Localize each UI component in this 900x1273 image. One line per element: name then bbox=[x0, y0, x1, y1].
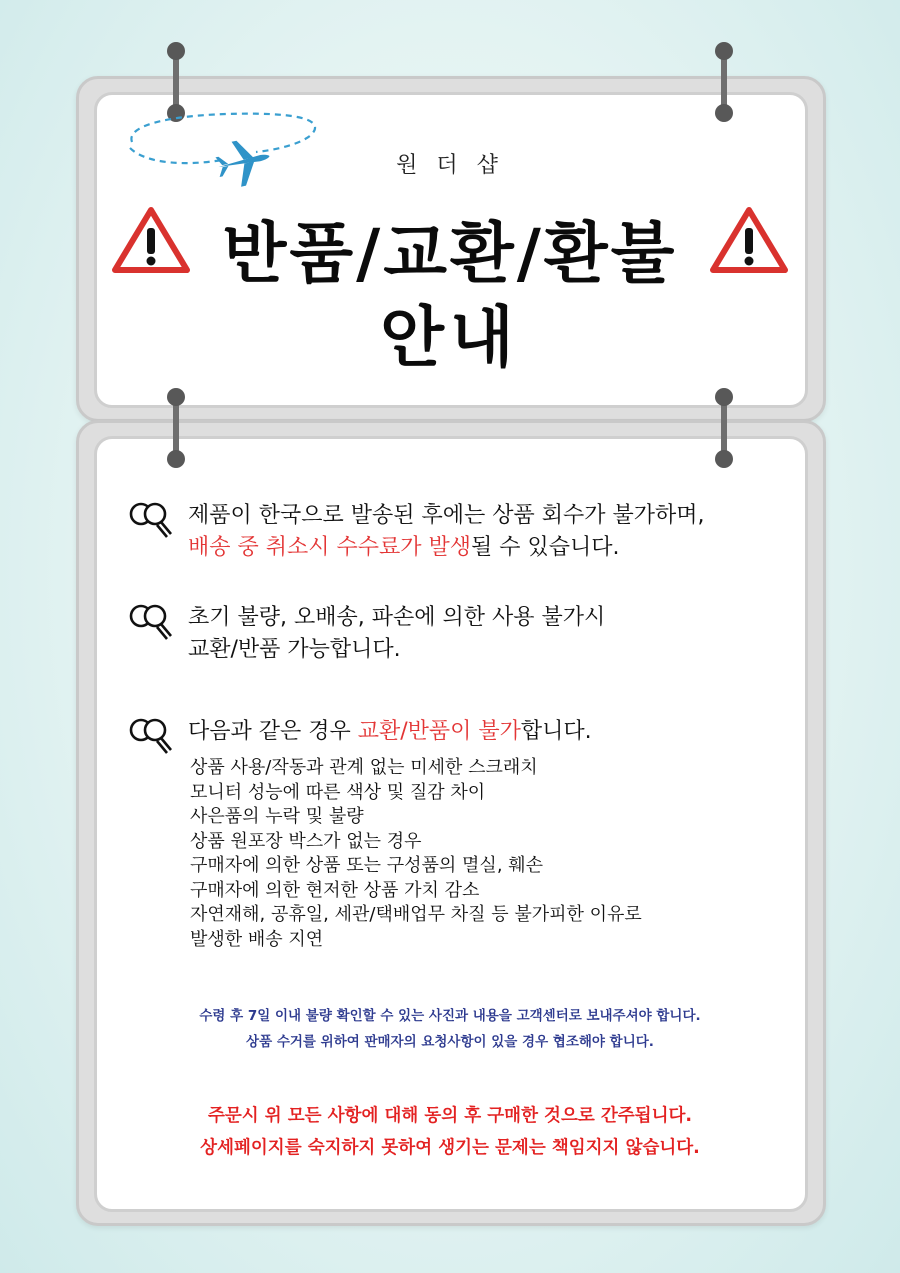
agreement-notice-line1: 주문시 위 모든 사항에 대해 동의 후 구매한 것으로 간주됩니다. bbox=[207, 1106, 693, 1126]
list-item: 모니터 성능에 따른 색상 및 질감 차이 bbox=[190, 781, 486, 803]
magnifier-icon bbox=[128, 602, 178, 646]
list-item: 구매자에 의한 현저한 상품 가치 감소 bbox=[190, 879, 480, 901]
section-2-line1: 초기 불량, 오배송, 파손에 의한 사용 불가시 bbox=[188, 605, 606, 630]
agreement-notice-line2: 상세페이지를 숙지하지 못하여 생기는 문제는 책임지지 않습니다. bbox=[200, 1138, 700, 1158]
list-item: 상품 원포장 박스가 없는 경우 bbox=[190, 830, 422, 852]
section-1-line2 bbox=[188, 532, 705, 564]
magnifier-icon bbox=[128, 500, 178, 544]
list-item: 상품 사용/작동과 관계 없는 미세한 스크래치 bbox=[190, 757, 538, 778]
exception-list bbox=[190, 756, 642, 952]
agreement-notice bbox=[0, 1100, 900, 1164]
section-1-line1: 제품이 한국으로 발송된 후에는 상품 회수가 불가하며, bbox=[188, 503, 705, 528]
section-3-highlight: 교환/반품이 불가 bbox=[357, 719, 521, 744]
page-title-line1: 반품/교환/환불 bbox=[222, 215, 678, 292]
list-item: 구매자에 의한 상품 또는 구성품의 멸실, 훼손 bbox=[190, 855, 544, 876]
section-2-line2: 교환/반품 가능합니다. bbox=[188, 637, 401, 662]
magnifier-icon bbox=[128, 716, 178, 760]
customer-notice bbox=[0, 1003, 900, 1055]
list-item: 자연재해, 공휴일, 세관/택배업무 차질 등 불가피한 이유로 bbox=[190, 904, 642, 925]
list-item: 발생한 배송 지연 bbox=[190, 928, 324, 950]
warning-triangle-icon bbox=[708, 204, 790, 276]
page-title-line2: 안내 bbox=[380, 299, 520, 376]
section-3-heading: 다음과 같은 경우 교환/반품이 불가합니다. bbox=[188, 719, 592, 744]
section-1-highlight: 배송 중 취소시 수수료가 발생 bbox=[188, 535, 471, 560]
customer-notice-line2: 상품 수거를 위하여 판매자의 요청사항이 있을 경우 협조해야 합니다. bbox=[246, 1034, 654, 1050]
section-1-line2-rest: 될 수 있습니다. bbox=[471, 535, 620, 560]
list-item: 사은품의 누락 및 불량 bbox=[190, 806, 364, 827]
customer-notice-line1: 수령 후 7일 이내 불량 확인할 수 있는 사진과 내용을 고객센터로 보내주셔야 합니다. bbox=[199, 1008, 701, 1024]
shop-name: 원 더 샵 bbox=[396, 153, 504, 178]
